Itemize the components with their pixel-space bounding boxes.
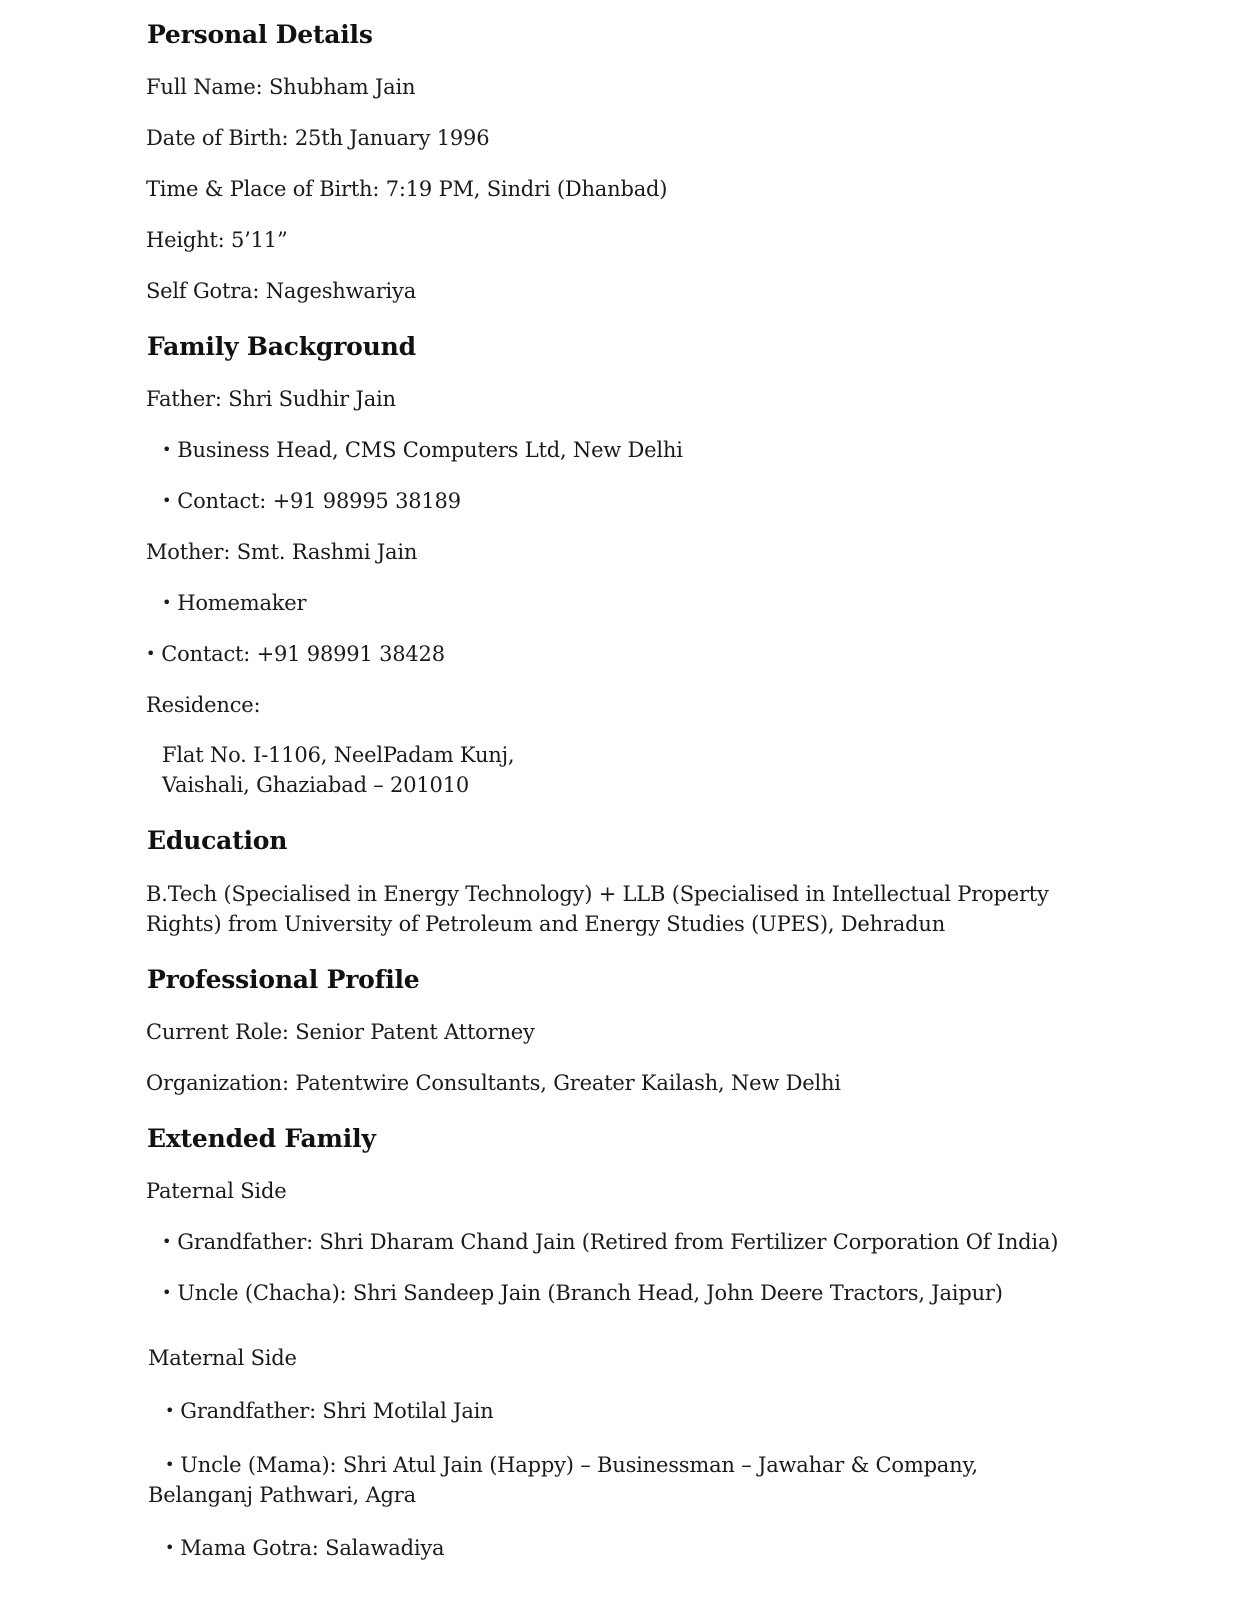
education-details-line-2: Rights) from University of Petroleum and Energy Studies (UPES), Dehradun [146, 912, 946, 936]
current-role: Current Role: Senior Patent Attorney [146, 1020, 535, 1044]
residence-address-line-1: Flat No. I-1106, NeelPadam Kunj, [162, 743, 515, 767]
section-heading-professional-profile: Professional Profile [147, 965, 420, 994]
father-name: Father: Shri Sudhir Jain [146, 387, 396, 411]
self-gotra: Self Gotra: Nageshwariya [146, 279, 417, 303]
mother-occupation: • Homemaker [162, 591, 306, 615]
mother-contact: • Contact: +91 98991 38428 [146, 642, 445, 666]
education-details-line-1: B.Tech (Specialised in Energy Technology) + LLB (Specialised in Intellectual Property [146, 882, 1049, 906]
maternal-uncle: • Uncle (Mama): Shri Atul Jain (Happy) – Businessman – Jawahar & Company, [165, 1453, 978, 1477]
father-contact: • Contact: +91 98995 38189 [162, 489, 461, 513]
paternal-side-label: Paternal Side [146, 1179, 287, 1203]
maternal-side-label: Maternal Side [148, 1346, 297, 1370]
paternal-grandfather: • Grandfather: Shri Dharam Chand Jain (Retired from Fertilizer Corporation Of India) [162, 1230, 1058, 1254]
section-heading-family-background: Family Background [147, 332, 416, 361]
organization: Organization: Patentwire Consultants, Greater Kailash, New Delhi [146, 1071, 841, 1095]
section-heading-extended-family: Extended Family [147, 1124, 376, 1153]
residence-label: Residence: [146, 693, 261, 717]
paternal-uncle: • Uncle (Chacha): Shri Sandeep Jain (Branch Head, John Deere Tractors, Jaipur) [162, 1281, 1003, 1305]
time-place-of-birth: Time & Place of Birth: 7:19 PM, Sindri (Dhanbad) [146, 177, 668, 201]
mother-name: Mother: Smt. Rashmi Jain [146, 540, 418, 564]
father-occupation: • Business Head, CMS Computers Ltd, New Delhi [162, 438, 683, 462]
residence-address-line-2: Vaishali, Ghaziabad – 201010 [162, 773, 470, 797]
section-heading-personal-details: Personal Details [147, 20, 373, 49]
height: Height: 5’11” [146, 228, 288, 252]
mama-gotra: • Mama Gotra: Salawadiya [165, 1536, 444, 1560]
full-name: Full Name: Shubham Jain [146, 75, 416, 99]
maternal-grandfather: • Grandfather: Shri Motilal Jain [165, 1399, 493, 1423]
maternal-uncle-address: Belanganj Pathwari, Agra [148, 1483, 416, 1507]
date-of-birth: Date of Birth: 25th January 1996 [146, 126, 490, 150]
section-heading-education: Education [147, 826, 288, 855]
